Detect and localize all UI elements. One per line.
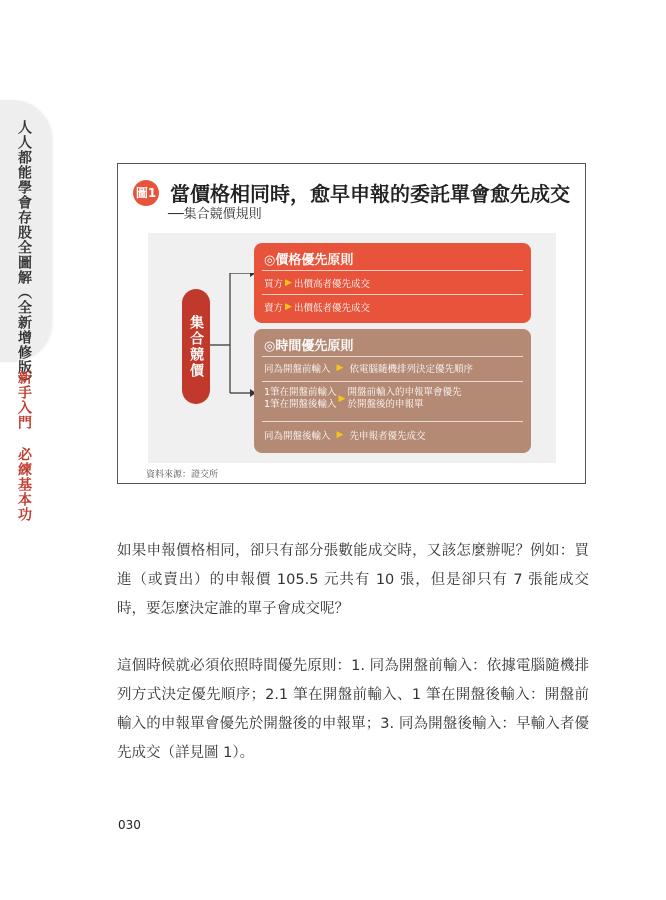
triangle-icon: ▶ bbox=[336, 363, 344, 373]
row-text bbox=[347, 387, 461, 411]
row-text: 依電腦隨機排列決定優先順序 bbox=[349, 364, 473, 375]
row-label: 賣方 bbox=[264, 303, 284, 314]
divider bbox=[262, 294, 523, 295]
divider bbox=[262, 356, 523, 357]
price-row-buyer bbox=[264, 276, 370, 290]
row-text: 先申報者優先成交 bbox=[349, 431, 426, 442]
rules-diagram bbox=[148, 233, 556, 463]
body-paragraph-2: 這個時候就必須依照時間優先原則：1. 同為開盤前輸入：依據電腦隨機排列方式決定優先順序；2.1 筆在開盤前輸入、1 筆在開盤後輸入：開盤前輸入的申報單會優先於開盤後的申報單；3. 同為開盤後輸入：早輸入者優先成交（詳見圖 1）。 bbox=[117, 658, 589, 761]
divider bbox=[262, 421, 523, 422]
row-text-line1: 開盤前輸入的申報單會優先 bbox=[347, 387, 462, 398]
row-text: 出價低者優先成交 bbox=[293, 303, 370, 314]
price-row-seller bbox=[264, 300, 370, 314]
row-label bbox=[264, 387, 337, 411]
triangle-icon: ▶ bbox=[285, 302, 292, 312]
figure-badge: 圖1 bbox=[133, 180, 159, 206]
divider bbox=[262, 270, 523, 271]
time-row-both-before bbox=[264, 361, 473, 375]
figure-1 bbox=[117, 163, 586, 484]
book-title-vertical: 人人都能學會存股全圖解（全新增修版） bbox=[16, 120, 32, 390]
row-label: 同為開盤後輸入 bbox=[264, 431, 331, 442]
row-label-line2: 1筆在開盤後輸入 bbox=[264, 399, 337, 410]
figure-source: 資料來源：證交所 bbox=[146, 470, 219, 480]
triangle-icon: ▶ bbox=[338, 394, 346, 404]
time-priority-heading: ◎時間優先原則 bbox=[264, 339, 354, 354]
time-row-mixed bbox=[264, 387, 461, 411]
body-paragraph-1: 如果申報價格相同，卻只有部分張數能成交時，又該怎麼辦呢？例如：買進（或賣出）的申報價 105.5 元共有 10 張，但是卻只有 7 張能成交時，要怎麼決定誰的單子會成交呢？ bbox=[117, 543, 589, 617]
divider bbox=[262, 381, 523, 382]
call-auction-pill bbox=[182, 289, 210, 404]
triangle-icon: ▶ bbox=[285, 278, 292, 288]
price-priority-heading: ◎價格優先原則 bbox=[264, 253, 354, 268]
call-auction-label: 集合競價 bbox=[188, 314, 204, 379]
row-text: 出價高者優先成交 bbox=[293, 279, 370, 290]
page-number: 030 bbox=[118, 818, 141, 832]
time-row-both-after bbox=[264, 428, 425, 442]
connector-arrows bbox=[210, 273, 260, 403]
row-text-line2: 於開盤後的申報單 bbox=[347, 399, 424, 410]
row-label: 同為開盤前輸入 bbox=[264, 364, 331, 375]
time-priority-box bbox=[254, 329, 531, 453]
price-priority-box bbox=[254, 243, 531, 323]
figure-title: 當價格相同時，愈早申報的委託單會愈先成交 bbox=[170, 182, 570, 206]
figure-subtitle: ──集合競價規則 bbox=[168, 207, 262, 222]
row-label: 買方 bbox=[264, 279, 284, 290]
triangle-icon: ▶ bbox=[336, 430, 344, 440]
row-label-line1: 1筆在開盤前輸入 bbox=[264, 387, 337, 398]
chapter-title-vertical: 新手入門 必練基本功 bbox=[16, 370, 32, 522]
